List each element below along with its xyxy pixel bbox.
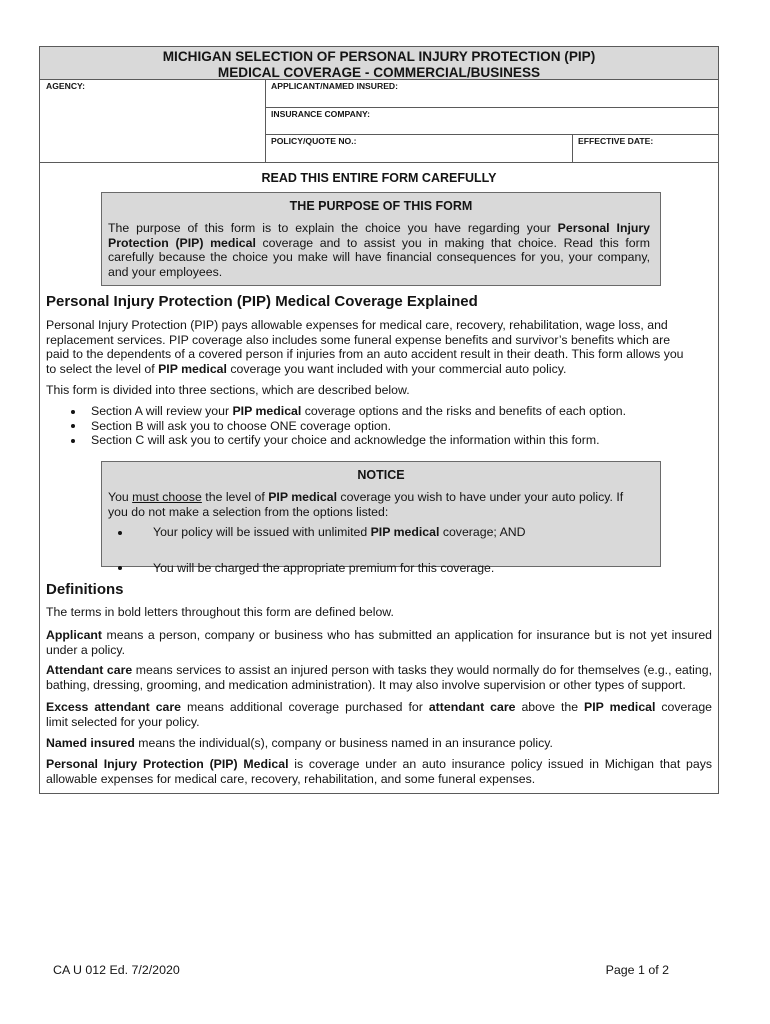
- definition-attendant-care: [46, 663, 712, 692]
- text-run: Section A will review your: [91, 404, 233, 418]
- bullet-icon: [71, 424, 75, 428]
- text-line: [46, 700, 712, 715]
- notice-panel: [101, 461, 661, 575]
- applicant-field: [266, 80, 719, 108]
- text-run: coverage you want included with your commercial auto policy.: [226, 362, 567, 377]
- text-run: coverage you wish to have under your auto policy. If: [337, 490, 624, 504]
- text-run: and your employees.: [108, 265, 223, 280]
- text-run: the level of: [201, 490, 269, 504]
- text-line: [46, 663, 712, 678]
- text-line: [46, 318, 714, 333]
- text-run: replacement services. PIP coverage also includes some funeral expense benefits and survivor’s benefits which are: [46, 332, 671, 347]
- text-run: Your policy will be issued with unlimited: [153, 525, 371, 539]
- text-run: means services to assist an injured person with tasks they would normally do for themselves (e.g., eating,: [132, 663, 712, 677]
- section-c-text: [91, 433, 600, 448]
- text-line: [46, 347, 714, 362]
- text-run: you do not make a selection from the options listed:: [108, 504, 389, 519]
- definition-applicant: [46, 628, 712, 657]
- text-run: to select the level of: [46, 362, 159, 377]
- policy-quote-field: [266, 135, 572, 162]
- text-line: [46, 715, 712, 730]
- form-title-line-1: MICHIGAN SELECTION OF PERSONAL INJURY PROTECTION (PIP): [162, 49, 596, 64]
- section-c-item: [39, 433, 719, 448]
- text-line: [108, 490, 650, 505]
- bold-term: PIP medical: [584, 700, 656, 714]
- form-title-bar: [39, 46, 719, 80]
- text-run: above the: [515, 700, 585, 714]
- bullet-icon: [118, 566, 122, 570]
- bold-term: Personal Injury Protection (PIP) Medical: [46, 757, 289, 771]
- bold-term: PIP medical: [370, 525, 440, 539]
- section-a-text: [91, 404, 626, 419]
- text-line: [91, 404, 626, 419]
- text-run: coverage; AND: [439, 525, 526, 539]
- effective-date-label: EFFECTIVE DATE:: [578, 136, 654, 146]
- notice-bullet-item: [102, 561, 658, 576]
- bold-term: attendant care: [428, 700, 516, 714]
- definition-named-insured: [46, 736, 712, 751]
- coverage-explained-paragraph: [46, 318, 714, 377]
- text-line: [46, 362, 714, 377]
- text-run: You will be charged the appropriate premium for this coverage.: [153, 560, 495, 575]
- purpose-text: [108, 221, 650, 280]
- text-line: [46, 333, 714, 348]
- text-run: carefully because the choice you make will have financial consequences for you, your company,: [108, 250, 650, 265]
- text-line: [46, 678, 712, 693]
- agency-field: [39, 80, 266, 162]
- agency-label: AGENCY:: [46, 81, 85, 91]
- text-run: limit selected for your policy.: [46, 714, 200, 729]
- text-run: coverage and to assist you in making that choice. Read this form: [255, 235, 650, 250]
- definitions-intro: The terms in bold letters throughout this form are defined below.: [46, 605, 394, 619]
- text-line: [153, 561, 494, 576]
- section-b-text: [91, 419, 391, 434]
- text-run: Personal Injury Protection (PIP) pays allowable expenses for medical care, recovery, rehabilitation, wage loss, and: [46, 318, 668, 332]
- sections-list: [39, 404, 719, 448]
- notice-bullet-text: [153, 561, 494, 576]
- bold-term: Protection (PIP) medical: [108, 235, 256, 250]
- coverage-explained-heading: Personal Injury Protection (PIP) Medical Coverage Explained: [46, 293, 478, 310]
- pip-selection-form: [39, 46, 719, 794]
- bold-term: PIP medical: [158, 362, 227, 377]
- text-run: under a policy.: [46, 642, 126, 657]
- bullet-icon: [71, 410, 75, 414]
- bullet-icon: [118, 531, 122, 535]
- text-line: [91, 419, 391, 434]
- form-code: CA U 012 Ed. 7/2/2020: [53, 963, 180, 977]
- text-line: [153, 525, 526, 540]
- policy-info-fields: [39, 80, 719, 163]
- text-run: allowable expenses for medical care, recovery, rehabilitation, and some funeral expenses.: [46, 771, 536, 786]
- text-run: is coverage under an auto insurance policy issued in Michigan that pays: [288, 757, 712, 771]
- text-run: Section C will ask you to certify your choice and acknowledge the information within this form.: [91, 433, 600, 448]
- sections-intro: This form is divided into three sections, which are described below.: [46, 383, 410, 397]
- section-b-item: [39, 419, 719, 434]
- bold-term: Personal Injury: [557, 221, 651, 235]
- underlined-text: must choose: [132, 490, 202, 504]
- purpose-title: THE PURPOSE OF THIS FORM: [289, 199, 473, 213]
- text-run: means additional coverage purchased for: [181, 700, 429, 714]
- insurance-company-field: [266, 108, 719, 135]
- text-line: [46, 628, 712, 643]
- text-line: [108, 250, 650, 265]
- bold-term: PIP medical: [232, 404, 302, 418]
- bold-term: Attendant care: [46, 663, 133, 677]
- bold-term: Applicant: [46, 628, 103, 642]
- text-line: [108, 221, 650, 236]
- text-line: [46, 757, 712, 772]
- notice-bullet-text: [153, 525, 526, 540]
- definition-excess-attendant-care: [46, 700, 712, 729]
- notice-bullet-item: [102, 525, 658, 540]
- text-line: [46, 736, 712, 751]
- bold-term: Excess attendant care: [46, 700, 182, 714]
- applicant-label: APPLICANT/NAMED INSURED:: [271, 81, 398, 91]
- text-run: coverage options and the risks and benefits of each option.: [301, 404, 627, 418]
- text-run: coverage: [655, 700, 712, 714]
- page-indicator: Page 1 of 2: [605, 963, 669, 977]
- policy-quote-label: POLICY/QUOTE NO.:: [271, 136, 357, 146]
- insurance-company-label: INSURANCE COMPANY:: [271, 109, 370, 119]
- text-run: bathing, dressing, grooming, and medication administration). It may also involve supervision or other types of support.: [46, 677, 686, 692]
- text-run: You: [108, 490, 133, 504]
- effective-date-field: [572, 135, 719, 162]
- form-title-line-2: MEDICAL COVERAGE - COMMERCIAL/BUSINESS: [217, 65, 541, 80]
- text-line: [46, 772, 712, 787]
- text-line: [91, 433, 600, 448]
- text-line: [108, 265, 650, 280]
- text-line: [108, 505, 650, 520]
- bold-term: Named insured: [46, 736, 135, 750]
- text-run: paid to the dependents of a covered person if injuries from an auto accident result in their death. This form allows you: [46, 347, 684, 362]
- text-run: Section B will ask you to choose ONE coverage option.: [91, 418, 392, 433]
- notice-title: NOTICE: [357, 468, 405, 482]
- section-a-item: [39, 404, 719, 419]
- bullet-icon: [71, 439, 75, 443]
- text-run: means a person, company or business who has submitted an application for insurance but is not yet insured: [102, 628, 712, 642]
- definitions-heading: Definitions: [46, 581, 124, 598]
- purpose-panel: [101, 192, 661, 286]
- text-run: means the individual(s), company or business named in an insurance policy.: [134, 736, 553, 750]
- text-run: The purpose of this form is to explain the choice you have regarding your: [108, 221, 558, 235]
- bold-term: PIP medical: [268, 490, 338, 504]
- read-carefully-notice: READ THIS ENTIRE FORM CAREFULLY: [261, 171, 497, 185]
- text-line: [108, 236, 650, 251]
- notice-text: [108, 490, 650, 519]
- definition-pip-medical: [46, 757, 712, 786]
- text-line: [46, 643, 712, 658]
